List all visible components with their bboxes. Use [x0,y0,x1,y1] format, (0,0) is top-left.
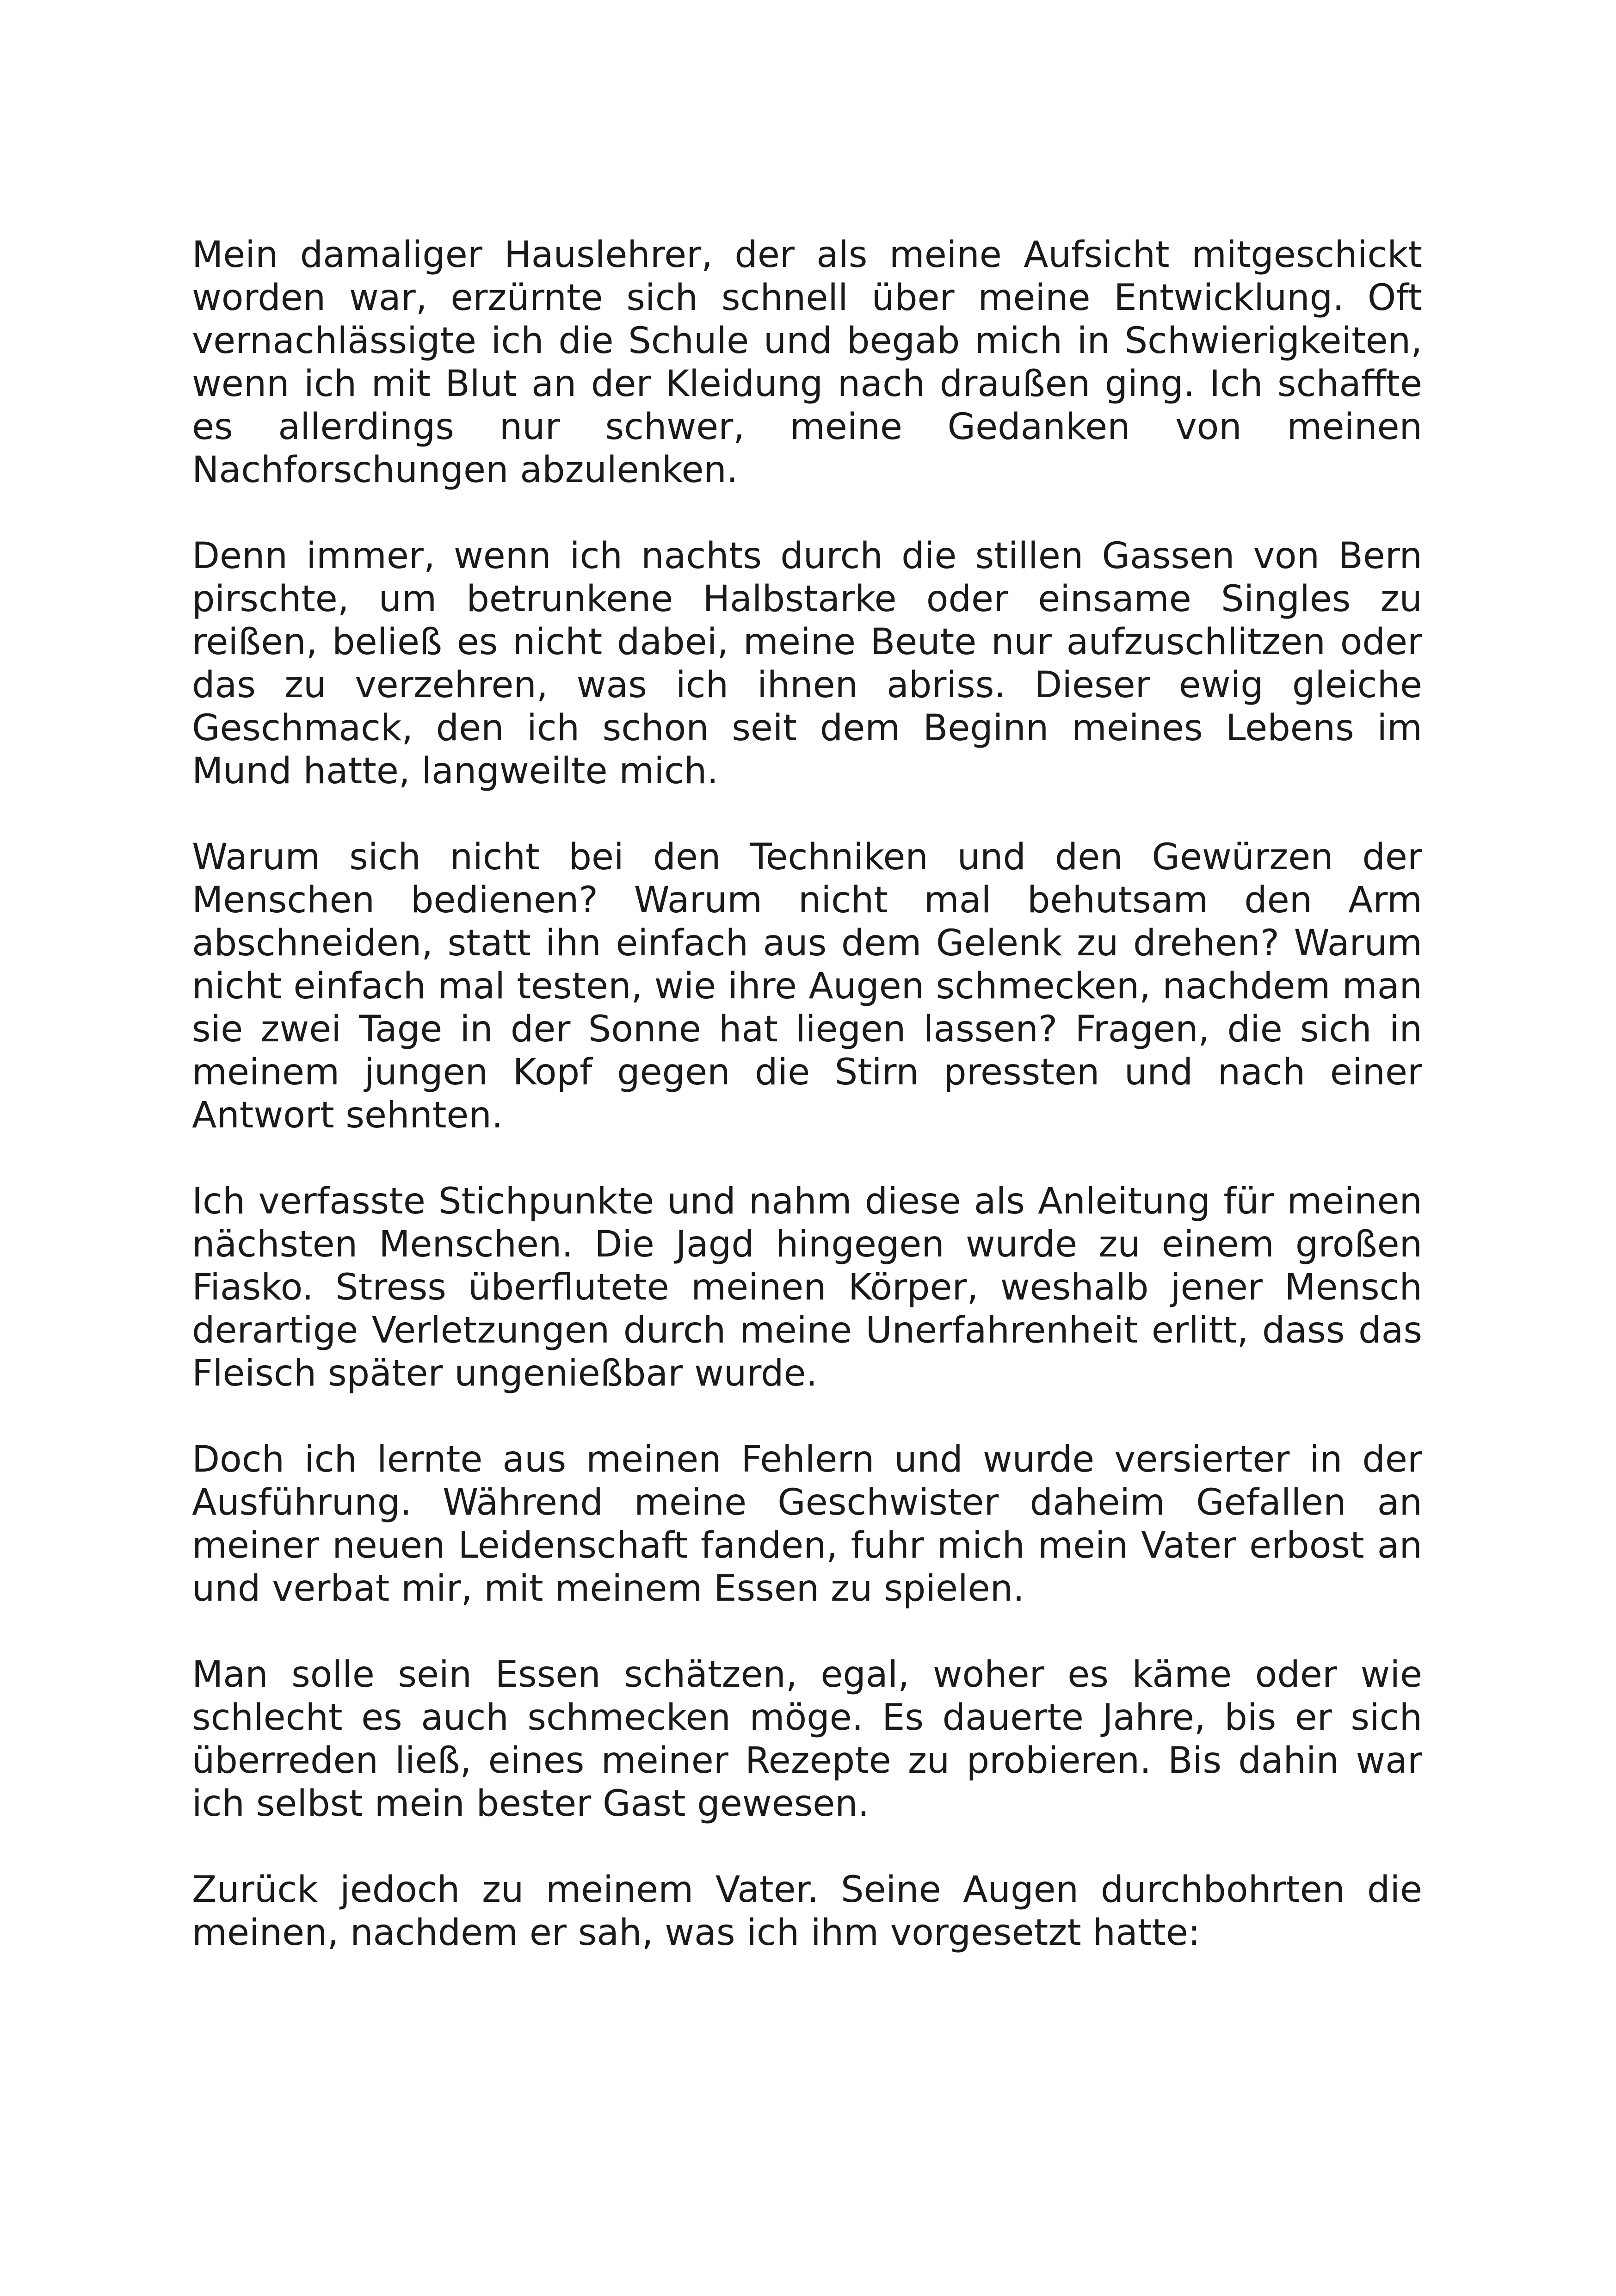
paragraph-4: Ich verfasste Stichpunkte und nahm diese als Anleitung für meinen nächsten Menschen. Die Jagd hingegen wurde zu einem großen Fiasko. Stress überflutete meinen Körper, weshalb jener Mensch derartige Verletzungen durch meine Unerfahrenheit erlitt, dass das Fleisch später ungenießbar wurde. [192,1181,1422,1394]
paragraph-1: Mein damaliger Hauslehrer, der als meine Aufsicht mitgeschickt worden war, erzürnte sich schnell über meine Entwicklung. Oft vernachlässigte ich die Schule und begab mich in Schwierigkeiten, wenn ich mit Blut an der Kleidung nach draußen ging. Ich schaffte es allerdings nur schwer, meine Gedanken von meinen Nachforschungen abzulenken. [192,234,1422,491]
paragraph-2: Denn immer, wenn ich nachts durch die stillen Gassen von Bern pirschte, um betrunkene Halbstarke oder einsame Singles zu reißen, beließ es nicht dabei, meine Beute nur aufzuschlitzen oder das zu verzehren, was ich ihnen abriss. Dieser ewig gleiche Geschmack, den ich schon seit dem Beginn meines Lebens im Mund hatte, langweilte mich. [192,535,1422,792]
paragraph-7: Zurück jedoch zu meinem Vater. Seine Augen durchbohrten die meinen, nachdem er sah, was ich ihm vorgesetzt hatte: [192,1869,1422,1954]
body-text [192,234,1422,1955]
paragraph-3: Warum sich nicht bei den Techniken und den Gewürzen der Menschen bedienen? Warum nicht mal behutsam den Arm abschneiden, statt ihn einfach aus dem Gelenk zu drehen? Warum nicht einfach mal testen, wie ihre Augen schmecken, nachdem man sie zwei Tage in der Sonne hat liegen lassen? Fragen, die sich in meinem jungen Kopf gegen die Stirn pressten und nach einer Antwort sehnten. [192,836,1422,1136]
paragraph-6: Man solle sein Essen schätzen, egal, woher es käme oder wie schlecht es auch schmecken möge. Es dauerte Jahre, bis er sich überreden ließ, eines meiner Rezepte zu probieren. Bis dahin war ich selbst mein bester Gast gewesen. [192,1654,1422,1825]
paragraph-5: Doch ich lernte aus meinen Fehlern und wurde versierter in der Ausführung. Während meine Geschwister daheim Gefallen an meiner neuen Leidenschaft fanden, fuhr mich mein Vater erbost an und verbat mir, mit meinem Essen zu spielen. [192,1439,1422,1609]
